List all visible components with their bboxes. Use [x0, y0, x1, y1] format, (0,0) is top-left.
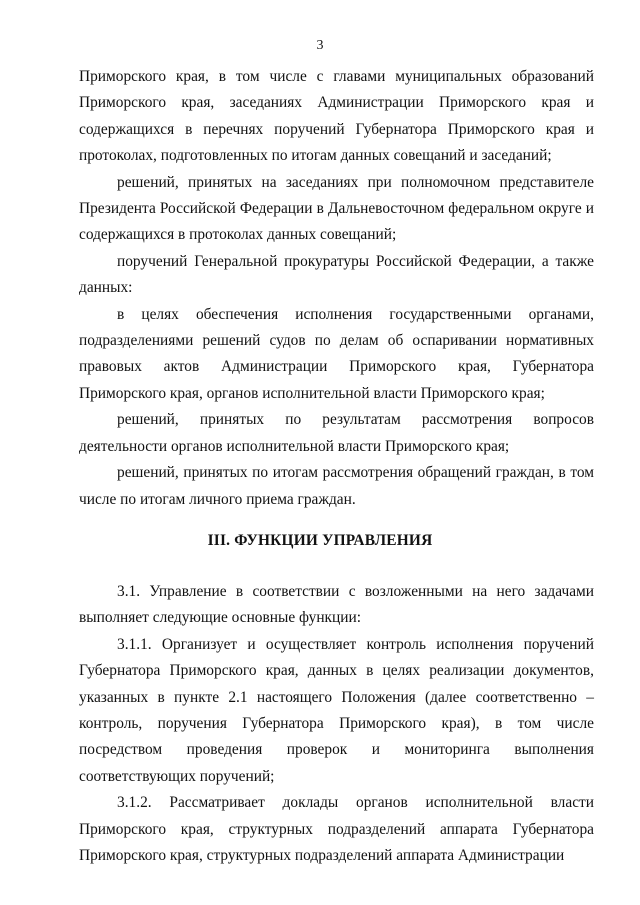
paragraph: решений, принятых по итогам рассмотрения обращений граждан, в том числе по итогам личного приема граждан.	[79, 464, 594, 508]
paragraph: Приморского края, в том числе с главами муниципальных образований Приморского края, заседаниях Администрации Приморского края и содержащихся в перечнях поручений Губернатора Приморского края и протоколах, подготовленных по итогам данных совещаний и заседаний;	[79, 68, 594, 165]
body-text	[79, 64, 594, 513]
section-body	[79, 579, 594, 869]
page-number: 3	[316, 38, 324, 53]
paragraph: поручений Генеральной прокуратуры Российской Федерации, а также данных:	[79, 252, 594, 297]
paragraph: 3.1. Управление в соответствии с возложенными на него задачами выполняет следующие основные функции:	[79, 583, 594, 627]
paragraph: решений, принятых на заседаниях при полномочном представителе Президента Российской Федерации в Дальневосточном федеральном округе и содержащихся в протоколах данных совещаний;	[79, 173, 594, 244]
paragraph: 3.1.1. Организует и осуществляет контроль исполнения поручений Губернатора Приморского края, данных в целях реализации документов, указанных в пункте 2.1 настоящего Положения (далее соответственно – контроль, поручения Губернатора Приморского края), в том числе посредством проведения проверок и мониторинга выполнения соответствующих поручений;	[79, 635, 594, 785]
paragraph: решений, принятых по результатам рассмотрения вопросов деятельности органов исполнительной власти Приморского края;	[79, 411, 594, 455]
paragraph: в целях обеспечения исполнения государственными органами, подразделениями решений судов по делам об оспаривании нормативных правовых актов Администрации Приморского края, Губернатора Приморского края, органов исполнительной власти Приморского края;	[79, 305, 594, 402]
paragraph: 3.1.2. Рассматривает доклады органов исполнительной власти Приморского края, структурных подразделений аппарата Губернатора Приморского края, структурных подразделений аппарата Администрации	[79, 794, 594, 865]
section-heading: III. ФУНКЦИИ УПРАВЛЕНИЯ	[207, 532, 433, 549]
